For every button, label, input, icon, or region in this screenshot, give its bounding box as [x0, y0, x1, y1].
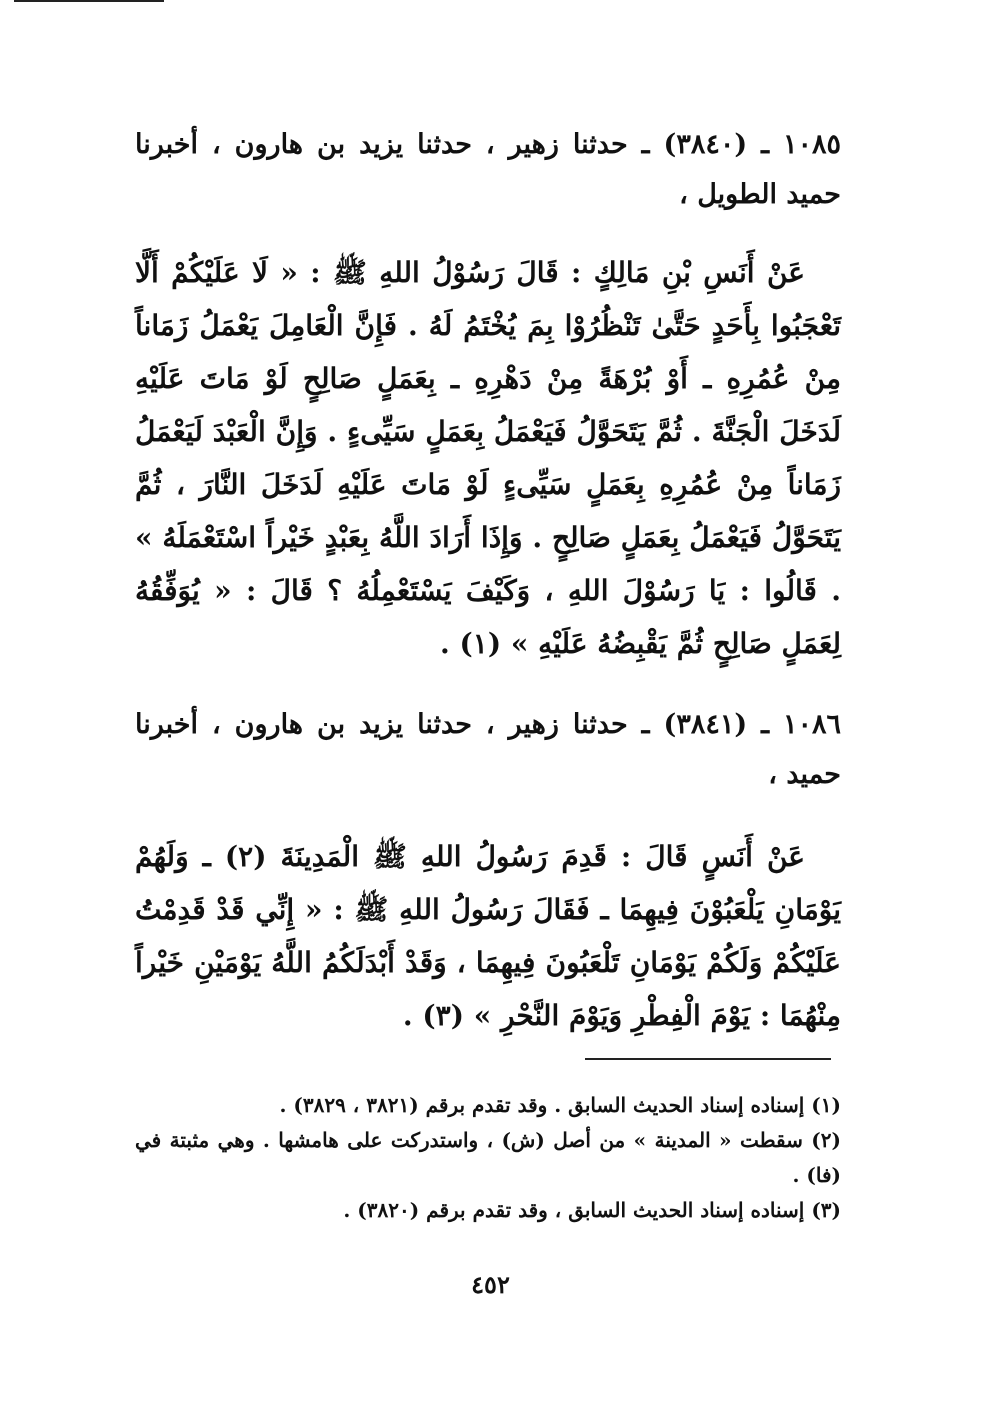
hadith-1086-heading: ١٠٨٦ ـ (٣٨٤١) ـ حدثنا زهير ، حدثنا يزيد بن هارون ، أخبرنا حميد ،: [135, 709, 841, 790]
hadith-1085-text: عَنْ أَنَسِ بْنِ مَالِكٍ : قَالَ رَسُوْلُ اللهِ ﷺ : « لَا عَلَيْكُمْ أَلَّا تَعْجَبُوا بِأَحَدٍ حَتَّىٰ تَنْظُرُوْا بِمَ يُخْتَمُ لَهُ . فَإِنَّ الْعَامِلَ يَعْمَلُ زَمَاناً مِنْ عُمُرِهِ ـ أَوْ بُرْهَةً مِنْ دَهْرِهِ ـ بِعَمَلٍ صَالِحٍ لَوْ مَاتَ عَلَيْهِ لَدَخَلَ الْجَنَّةَ . ثُمَّ يَتَحَوَّلُ فَيَعْمَلُ بِعَمَلٍ سَيِّىءٍ . وَإِنَّ الْعَبْدَ لَيَعْمَلُ زَمَاناً مِنْ عُمُرِهِ بِعَمَلٍ سَيِّىءٍ لَوْ مَاتَ عَلَيْهِ لَدَخَلَ النَّارَ ، ثُمَّ يَتَحَوَّلُ فَيَعْمَلُ بِعَمَلٍ صَالِحٍ . وَإِذَا أَرَادَ اللَّهُ بِعَبْدٍ خَيْراً اسْتَعْمَلَهُ » . قَالُوا : يَا رَسُوْلَ اللهِ ، وَكَيْفَ يَسْتَعْمِلُهُ ؟ قَالَ : « يُوَفِّقُهُ لِعَمَلٍ صَالِحٍ ثُمَّ يَقْبِضُهُ عَلَيْهِ » (١) .: [135, 256, 841, 660]
footnotes: [135, 1088, 841, 1228]
page-number: ٤٥٢: [471, 1270, 510, 1299]
footnote-1: (١) إسناده إسناد الحديث السابق . وقد تقدم برقم (٣٨٢١ ، ٣٨٢٩) .: [279, 1093, 841, 1117]
main-text: [135, 120, 841, 1042]
footnote-2: (٢) سقطت « المدينة » من أصل (ش) ، واستدركت على هامشها . وهي مثبتة في (فا) .: [135, 1128, 841, 1187]
footnote-3: (٣) إسناده إسناد الحديث السابق ، وقد تقدم برقم (٣٨٢٠) .: [343, 1198, 841, 1222]
hadith-1085-heading: ١٠٨٥ ـ (٣٨٤٠) ـ حدثنا زهير ، حدثنا يزيد بن هارون ، أخبرنا حميد الطويل ،: [135, 129, 841, 210]
footnote-separator: [585, 1058, 831, 1060]
hadith-1086-text: عَنْ أَنَسٍ قَالَ : قَدِمَ رَسُولُ اللهِ ﷺ الْمَدِينَةَ (٢) ـ وَلَهُمْ يَوْمَانِ يَلْعَبُوْنَ فِيهِمَا ـ فَقَالَ رَسُولُ اللهِ ﷺ : « إِنِّي قَدْ قَدِمْتُ عَلَيْكُمْ وَلَكُمْ يَوْمَانِ تَلْعَبُونَ فِيهِمَا ، وَقَدْ أَبْدَلَكُمُ اللَّهُ يَوْمَيْنِ خَيْراً مِنْهُمَا : يَوْمَ الْفِطْرِ وَيَوْمَ النَّحْرِ » (٣) .: [135, 840, 841, 1032]
top-edge-rule: [14, 0, 164, 2]
